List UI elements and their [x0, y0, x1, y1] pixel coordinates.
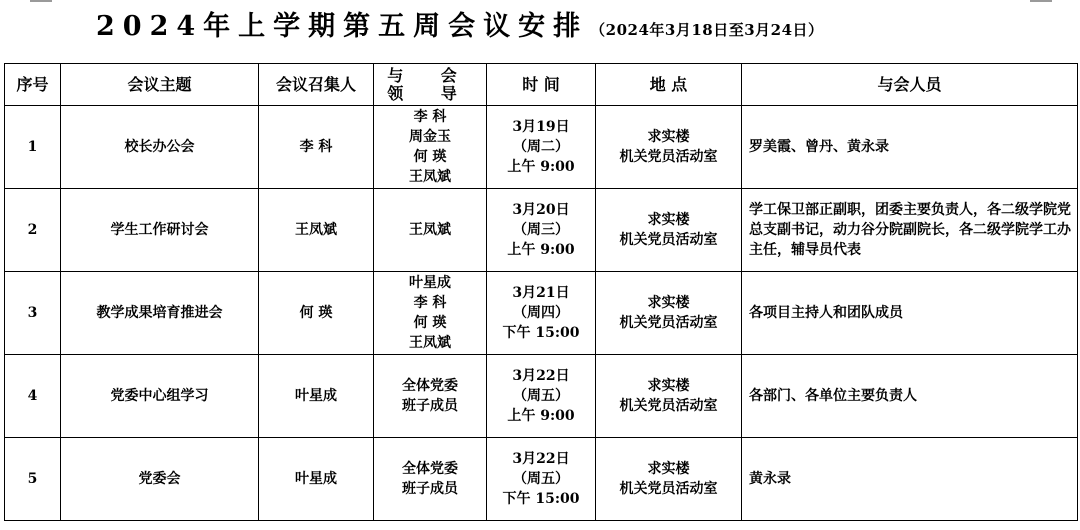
title-date-range: （2024年3月18日至3月24日）	[590, 21, 824, 39]
time-weekday: （周二）	[513, 139, 569, 155]
time-weekday: （周五）	[513, 388, 569, 404]
time-hour: 上午 9:00	[507, 242, 575, 258]
cell-seq: 4	[5, 355, 61, 438]
cell-time	[487, 355, 596, 438]
cell-time	[487, 438, 596, 521]
leader-name: 全体党委	[402, 378, 458, 394]
place-building: 求实楼	[647, 295, 690, 311]
cell-topic: 党委会	[61, 438, 259, 521]
header-leaders	[374, 64, 487, 106]
header-convener: 会议召集人	[259, 64, 374, 106]
place-building: 求实楼	[647, 378, 690, 394]
cell-attendees: 罗美霞、曾丹、黄永录	[742, 106, 1078, 189]
leader-name: 叶星成	[409, 275, 451, 291]
header-leaders-line2: 领 导	[387, 83, 473, 103]
cell-leaders	[374, 106, 487, 189]
cell-attendees: 黄永录	[742, 438, 1078, 521]
leader-name: 班子成员	[402, 481, 458, 497]
cell-leaders	[374, 355, 487, 438]
cell-topic: 校长办公会	[61, 106, 259, 189]
top-edge-mark-left	[30, 0, 52, 2]
header-place: 地 点	[596, 64, 742, 106]
table-row	[5, 272, 1078, 355]
cell-attendees: 各部门、各单位主要负责人	[742, 355, 1078, 438]
header-attendees: 与会人员	[742, 64, 1078, 106]
place-building: 求实楼	[647, 461, 690, 477]
place-room: 机关党员活动室	[619, 315, 718, 331]
place-room: 机关党员活动室	[619, 232, 718, 248]
cell-time	[487, 189, 596, 272]
header-topic: 会议主题	[61, 64, 259, 106]
cell-leaders	[374, 438, 487, 521]
leader-name: 李 科	[413, 295, 447, 311]
leader-name: 王凤斌	[409, 169, 451, 185]
cell-convener: 叶星成	[259, 355, 374, 438]
cell-time	[487, 106, 596, 189]
time-weekday: （周三）	[513, 222, 569, 238]
time-date: 3月22日	[512, 368, 570, 384]
cell-seq: 2	[5, 189, 61, 272]
place-room: 机关党员活动室	[619, 481, 718, 497]
header-leaders-line1: 与 会	[387, 65, 473, 85]
cell-convener: 王凤斌	[259, 189, 374, 272]
leader-name: 李 科	[413, 109, 447, 125]
table-row	[5, 438, 1078, 521]
cell-topic: 党委中心组学习	[61, 355, 259, 438]
time-weekday: （周五）	[513, 471, 569, 487]
time-hour: 下午 15:00	[502, 491, 580, 507]
cell-place	[596, 272, 742, 355]
place-building: 求实楼	[647, 212, 690, 228]
cell-place	[596, 106, 742, 189]
leader-name: 班子成员	[402, 398, 458, 414]
cell-leaders	[374, 272, 487, 355]
table-row	[5, 189, 1078, 272]
time-date: 3月19日	[512, 119, 570, 135]
table-row	[5, 106, 1078, 189]
place-room: 机关党员活动室	[619, 398, 718, 414]
place-building: 求实楼	[647, 129, 690, 145]
cell-attendees: 学工保卫部正副职，团委主要负责人，各二级学院党总支副书记，动力谷分院副院长，各二级学院学工办主任，辅导员代表	[742, 189, 1078, 272]
meeting-schedule-table	[4, 63, 1078, 521]
place-room: 机关党员活动室	[619, 149, 718, 165]
cell-convener: 李 科	[259, 106, 374, 189]
cell-time	[487, 272, 596, 355]
cell-leaders	[374, 189, 487, 272]
cell-seq: 3	[5, 272, 61, 355]
page-title	[96, 4, 824, 44]
leader-name: 周金玉	[409, 129, 451, 145]
time-hour: 上午 9:00	[507, 408, 575, 424]
cell-convener: 叶星成	[259, 438, 374, 521]
cell-topic: 教学成果培育推进会	[61, 272, 259, 355]
table-row	[5, 355, 1078, 438]
header-seq: 序号	[5, 64, 61, 106]
leader-name: 何 瑛	[413, 315, 447, 331]
cell-place	[596, 189, 742, 272]
title-main: 2024年上学期第五周会议安排	[96, 11, 589, 42]
time-date: 3月20日	[512, 202, 570, 218]
cell-attendees: 各项目主持人和团队成员	[742, 272, 1078, 355]
cell-seq: 5	[5, 438, 61, 521]
leader-name: 王凤斌	[409, 335, 451, 351]
header-row	[5, 64, 1078, 106]
time-weekday: （周四）	[513, 305, 569, 321]
cell-place	[596, 438, 742, 521]
leader-name: 王凤斌	[409, 222, 451, 238]
top-edge-mark-right	[1030, 0, 1052, 2]
cell-topic: 学生工作研讨会	[61, 189, 259, 272]
cell-seq: 1	[5, 106, 61, 189]
cell-place	[596, 355, 742, 438]
header-time: 时 间	[487, 64, 596, 106]
cell-convener: 何 瑛	[259, 272, 374, 355]
leader-name: 何 瑛	[413, 149, 447, 165]
leader-name: 全体党委	[402, 461, 458, 477]
time-hour: 下午 15:00	[502, 325, 580, 341]
time-hour: 上午 9:00	[507, 159, 575, 175]
time-date: 3月22日	[512, 451, 570, 467]
time-date: 3月21日	[512, 285, 570, 301]
